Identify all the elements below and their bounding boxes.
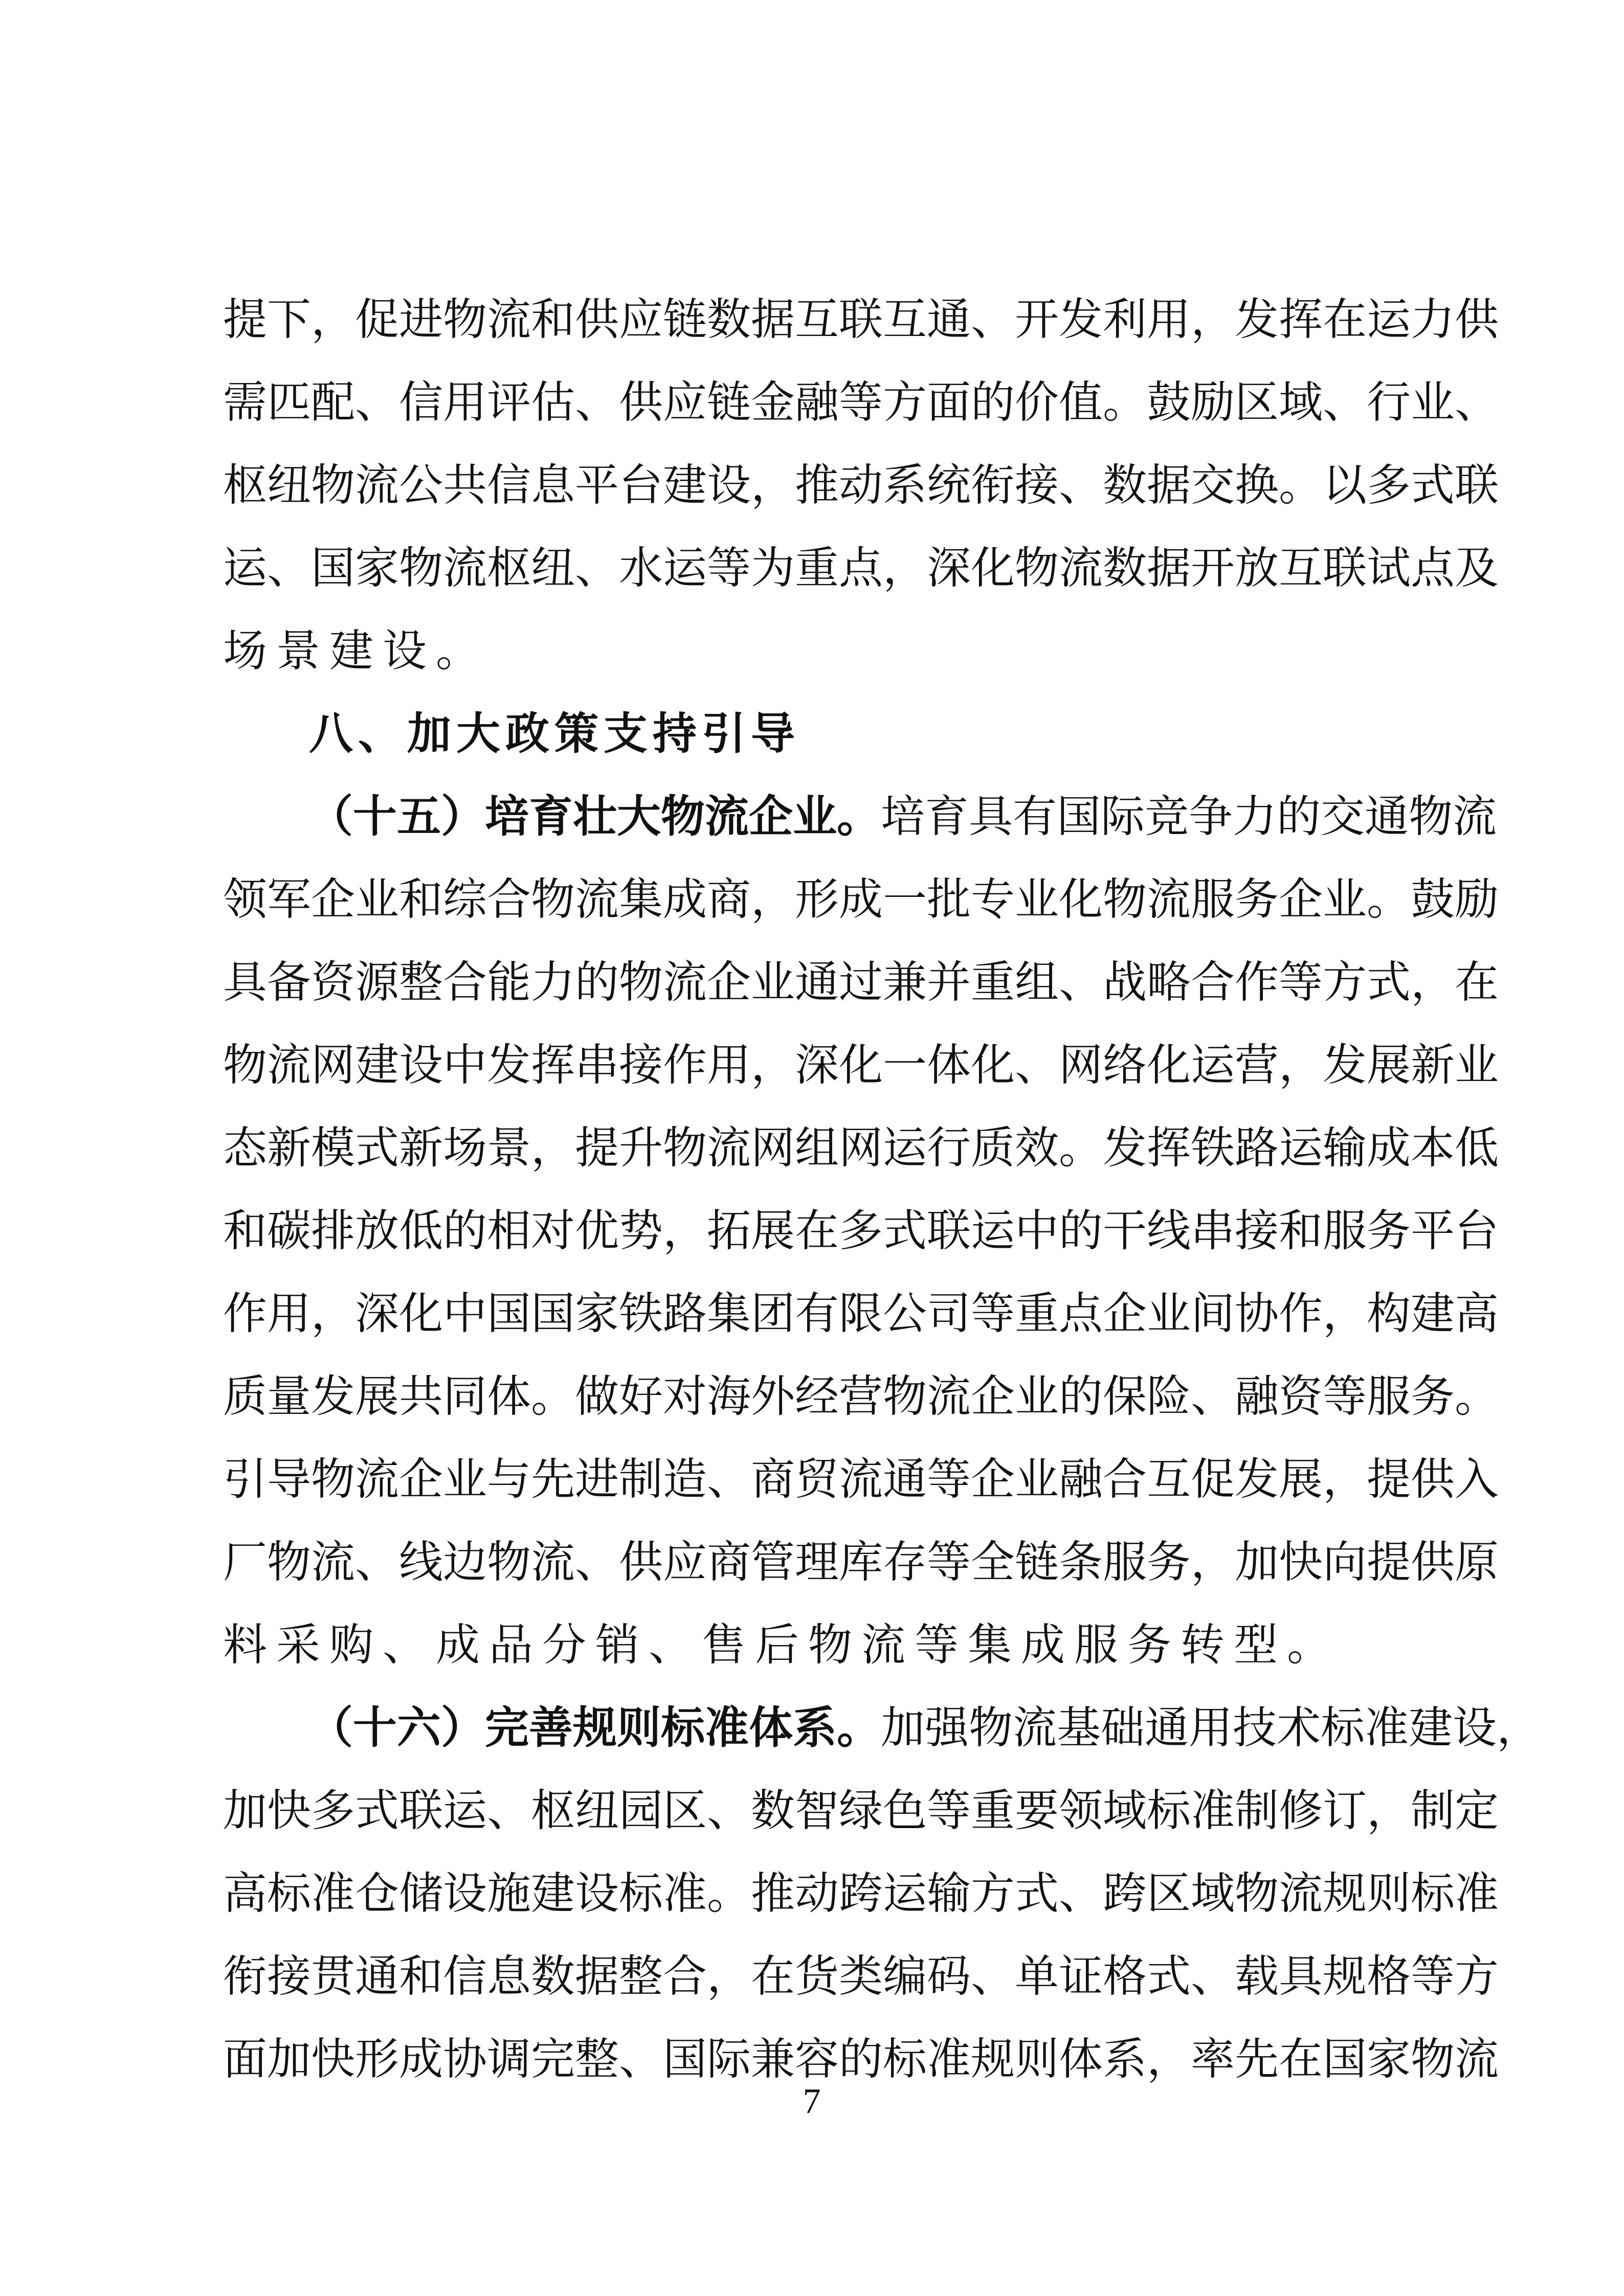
body-text-line: 厂物流、线边物流、供应商管理库存等全链条服务，加快向提供原	[223, 1537, 1499, 1588]
paragraph-lead-title: （十六）完善规则标准体系。	[309, 1702, 881, 1753]
body-text-line: 高标准仓储设施建设标准。推动跨运输方式、跨区域物流规则标准	[223, 1868, 1499, 1919]
body-text-line: 和碳排放低的相对优势，拓展在多式联运中的干线串接和服务平台	[223, 1205, 1499, 1256]
body-text-line: 场景建设。	[223, 625, 489, 677]
body-text-line: 质量发展共同体。做好对海外经营物流企业的保险、融资等服务。	[223, 1371, 1499, 1422]
body-text-line: 作用，深化中国国家铁路集团有限公司等重点企业间协作，构建高	[223, 1288, 1499, 1339]
section-heading: 八、加大政策支持引导	[309, 708, 800, 759]
paragraph-lead-text: 培育具有国际竞争力的交通物流	[881, 791, 1497, 842]
body-text-line: 加快多式联运、枢纽园区、数智绿色等重要领域标准制修订，制定	[223, 1785, 1499, 1836]
body-text-line: 提下，促进物流和供应链数据互联互通、开发利用，发挥在运力供	[223, 294, 1499, 345]
body-text-line: 衔接贯通和信息数据整合，在货类编码、单证格式、载具规格等方	[223, 1951, 1499, 2002]
page-number: 7	[803, 2082, 821, 2121]
body-text-line: 运、国家物流枢纽、水运等为重点，深化物流数据开放互联试点及	[223, 543, 1499, 594]
body-text-line: 物流网建设中发挥串接作用，深化一体化、网络化运营，发展新业	[223, 1040, 1499, 1091]
paragraph-first-line	[309, 1692, 1541, 1764]
paragraph-first-line	[309, 781, 1497, 852]
paragraph-lead-title: （十五）培育壮大物流企业。	[309, 791, 881, 842]
paragraph-lead-text: 加强物流基础通用技术标准建设，	[881, 1702, 1541, 1753]
body-text-line: 具备资源整合能力的物流企业通过兼并重组、战略合作等方式，在	[223, 957, 1499, 1008]
body-text-line: 态新模式新场景，提升物流网组网运行质效。发挥铁路运输成本低	[223, 1122, 1499, 1174]
body-text-line: 面加快形成协调完整、国际兼容的标准规则体系，率先在国家物流	[223, 2034, 1499, 2085]
body-text-line: 领军企业和综合物流集成商，形成一批专业化物流服务企业。鼓励	[223, 874, 1499, 925]
body-text-line: 引导物流企业与先进制造、商贸流通等企业融合互促发展，提供入	[223, 1454, 1499, 1505]
body-text-line: 料采购、成品分销、售后物流等集成服务转型。	[223, 1619, 1340, 1671]
body-text-line: 需匹配、信用评估、供应链金融等方面的价值。鼓励区域、行业、	[223, 377, 1499, 428]
body-text-line: 枢纽物流公共信息平台建设，推动系统衔接、数据交换。以多式联	[223, 460, 1499, 511]
